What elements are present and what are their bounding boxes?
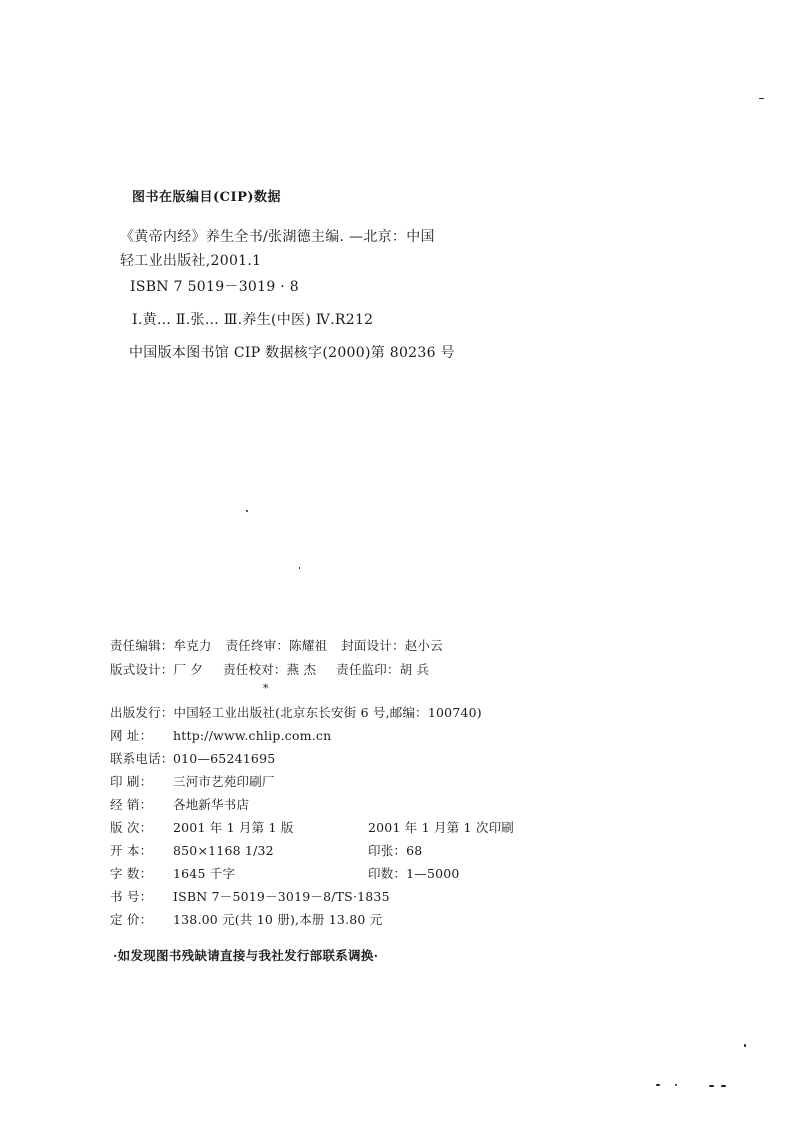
scan-speck (246, 510, 248, 512)
cover-designer: 封面设计：赵小云 (341, 638, 443, 653)
isbn-row (110, 887, 390, 905)
printing-value: 2001 年 1 月第 1 次印刷 (368, 820, 514, 835)
format-value: 850×1168 1/32 (173, 843, 274, 858)
distributor-value: 各地新华书店 (173, 797, 250, 812)
distributor-row (110, 795, 249, 813)
words-row (110, 864, 580, 882)
cip-line-1: 《黄帝内经》养生全书/张湖德主编. —北京：中国 (120, 229, 435, 245)
format-row (110, 841, 580, 859)
publisher-label: 出版发行： (110, 705, 174, 720)
words-label: 字 数： (110, 866, 153, 881)
scan-speck (721, 1085, 726, 1087)
layout-designer: 版式设计：厂 夕 (110, 662, 204, 677)
separator-star: * (263, 682, 269, 695)
proofreader: 责任校对：燕 杰 (223, 662, 317, 677)
website-value: http://www.chlip.com.cn (173, 728, 332, 743)
price-row (110, 910, 382, 928)
responsible-editor: 责任编辑：牟克力 (110, 638, 212, 653)
distributor-label: 经 销： (110, 797, 153, 812)
cip-line-2: 轻工业出版社,2001.1 (120, 253, 262, 269)
phone-row (110, 749, 275, 767)
scan-speck (744, 1044, 746, 1047)
scan-speck (709, 1085, 714, 1087)
price-value: 138.00 元(共 10 册),本册 13.80 元 (173, 912, 383, 927)
printer-label: 印 刷： (110, 774, 153, 789)
print-supervisor: 责任监印：胡 兵 (336, 662, 430, 677)
cip-record-number: 中国版本图书馆 CIP 数据核字(2000)第 80236 号 (129, 345, 455, 361)
print-run-value: 印数：1—5000 (368, 866, 460, 881)
edition-row (110, 818, 580, 836)
website-label: 网 址： (110, 728, 153, 743)
cip-title: 图书在版编目(CIP)数据 (132, 190, 282, 205)
edition-label: 版 次： (110, 820, 153, 835)
printer-value: 三河市艺苑印刷厂 (173, 774, 275, 789)
printer-row (110, 772, 275, 790)
scan-speck (299, 567, 300, 569)
credits-row-1 (110, 636, 443, 654)
edition-value: 2001 年 1 月第 1 版 (173, 820, 294, 835)
sheets-value: 印张：68 (368, 843, 423, 858)
website-row (110, 726, 331, 744)
scan-speck (656, 1084, 660, 1086)
final-reviewer: 责任终审：陈耀祖 (225, 638, 328, 653)
words-value: 1645 千字 (173, 866, 236, 881)
publisher-value: 中国轻工业出版社(北京东长安街 6 号,邮编：100740) (173, 705, 482, 720)
isbn-label: 书 号： (110, 889, 153, 904)
replacement-notice: ·如发现图书残缺请直接与我社发行部联系调换· (113, 948, 379, 963)
price-label: 定 价： (110, 912, 153, 927)
scan-speck (759, 98, 764, 99)
scan-speck (675, 1084, 677, 1086)
cip-classification: Ⅰ.黄… Ⅱ.张… Ⅲ.养生(中医) Ⅳ.R212 (132, 312, 374, 328)
credits-row-2 (110, 660, 429, 678)
cip-isbn: ISBN 7 5019－3019 · 8 (130, 279, 299, 295)
publisher-row (110, 703, 482, 721)
isbn-value: ISBN 7－5019－3019－8/TS·1835 (173, 889, 390, 904)
format-label: 开 本： (110, 843, 153, 858)
phone-label: 联系电话： (110, 751, 174, 766)
phone-value: 010—65241695 (173, 751, 276, 766)
